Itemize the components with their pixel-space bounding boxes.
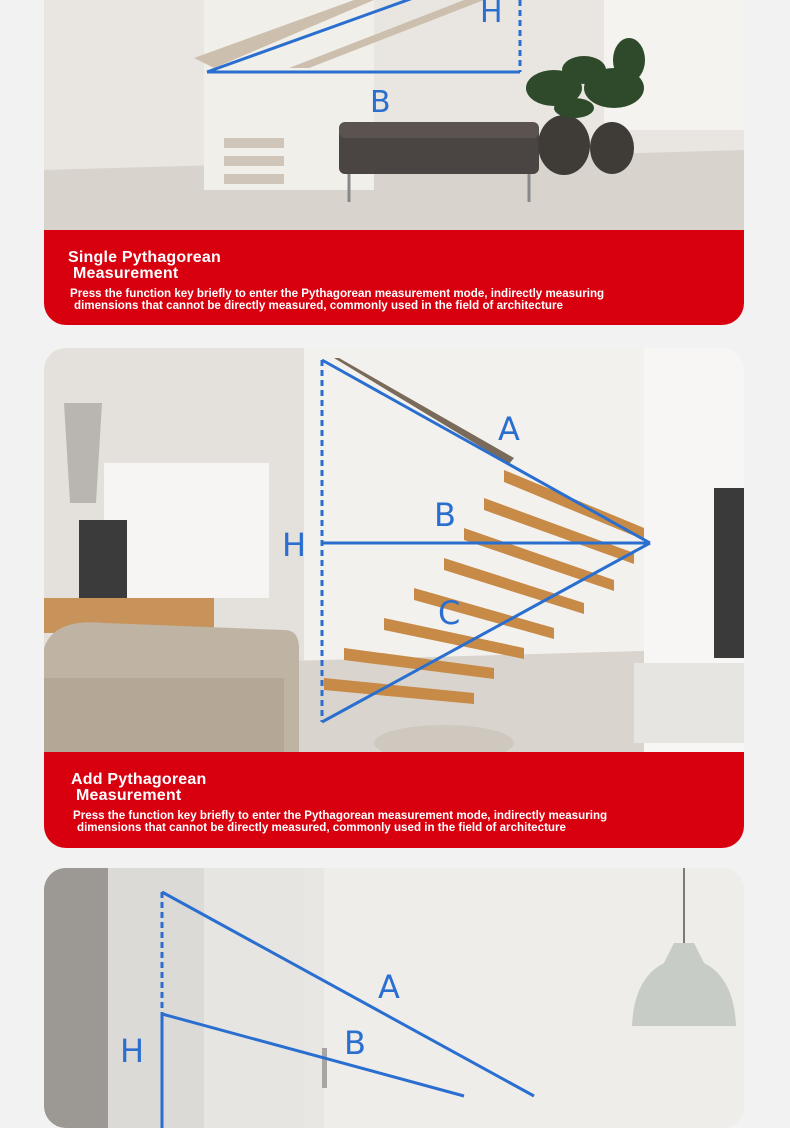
- label-a: A: [498, 410, 520, 448]
- single-pythagorean-card: [44, 0, 744, 325]
- card-description: Press the function key briefly to enter the Pythagorean measurement mode, indirectly measuring dimensions that cannot be directly measured, commonly used in the field of architecture: [70, 287, 605, 312]
- card-title: Single Pythagorean Measurement: [68, 249, 221, 282]
- card-description: Press the function key briefly to enter the Pythagorean measurement mode, indirectly measuring dimensions that cannot be directly measured, commonly used in the field of architecture: [73, 809, 608, 834]
- label-a: A: [378, 968, 400, 1006]
- staircase-photo-1: [44, 0, 744, 230]
- card-title: Add Pythagorean Measurement: [71, 771, 207, 804]
- label-h: H: [120, 1032, 145, 1070]
- label-b: B: [434, 496, 456, 534]
- label-h: H: [480, 0, 503, 30]
- label-b: B: [370, 85, 391, 120]
- description-band: [44, 230, 744, 325]
- room-photo-3: [44, 868, 744, 1128]
- add-pythagorean-card: [44, 348, 744, 848]
- label-h: H: [282, 526, 307, 564]
- label-c: C: [438, 594, 461, 632]
- staircase-photo-2: [44, 348, 744, 752]
- third-measurement-card: [44, 868, 744, 1128]
- label-b: B: [344, 1024, 366, 1062]
- description-band: [44, 752, 744, 848]
